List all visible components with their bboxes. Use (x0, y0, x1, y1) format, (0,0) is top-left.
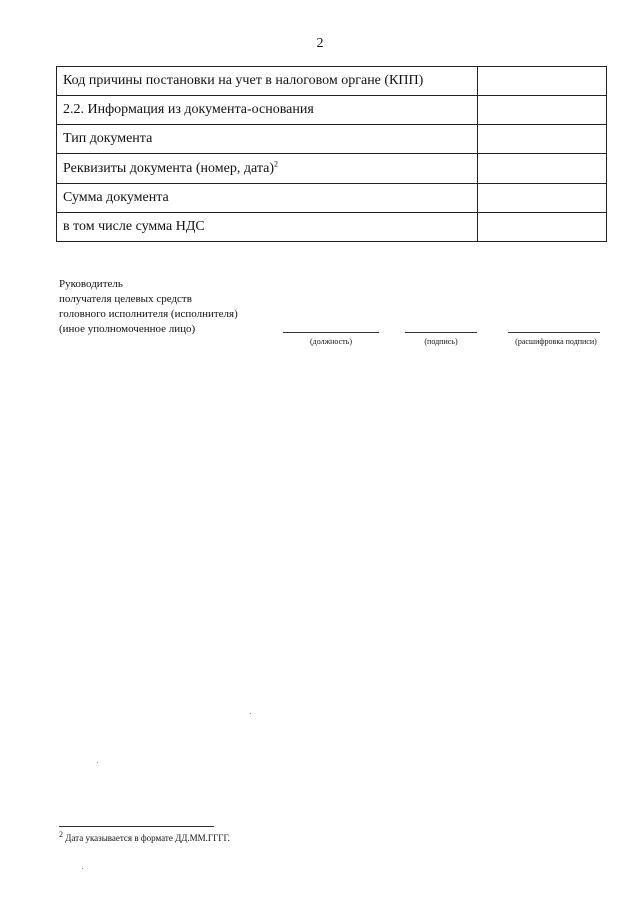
signer-title-line: головного исполнителя (исполнителя) (59, 308, 238, 320)
table-row (57, 67, 607, 96)
signature-decoding-caption: (расшифровка подписи) (515, 337, 597, 346)
document-details-text: Реквизиты документа (номер, дата) (63, 160, 274, 176)
footnote-marker: 2 (59, 830, 63, 839)
row-label-kpp: Код причины постановки на учет в налоговом органе (КПП) (57, 67, 478, 96)
signature-field-line[interactable] (405, 332, 477, 333)
signature-caption: (подпись) (424, 337, 458, 346)
signer-title-block (59, 277, 238, 337)
footnote-text: Дата указывается в формате ДД.ММ.ГГГГ. (63, 833, 230, 843)
row-label-document-type: Тип документа (57, 125, 478, 154)
scan-speck (250, 713, 251, 714)
footnote (59, 830, 230, 843)
row-value-vat-amount[interactable] (478, 212, 607, 241)
row-label-document-amount: Сумма документа (57, 183, 478, 212)
signer-title-line: Руководитель (59, 278, 123, 290)
row-label-document-details (57, 154, 478, 183)
table-row (57, 212, 607, 241)
row-value-document-type[interactable] (478, 125, 607, 154)
table-row (57, 154, 607, 183)
scan-speck (82, 868, 83, 869)
footnote-divider (59, 826, 214, 827)
row-value-kpp[interactable] (478, 67, 607, 96)
position-field-line[interactable] (283, 332, 379, 333)
table-row (57, 96, 607, 125)
signer-title-line: (иное уполномоченное лицо) (59, 323, 196, 335)
position-caption: (должность) (310, 337, 352, 346)
row-value-document-amount[interactable] (478, 183, 607, 212)
document-info-table (56, 66, 607, 242)
signature-decoding-field-line[interactable] (508, 332, 600, 333)
signer-title-line: получателя целевых средств (59, 293, 192, 305)
footnote-ref: 2 (273, 158, 278, 168)
row-label-vat-amount: в том числе сумма НДС (57, 212, 478, 241)
scan-speck (97, 762, 98, 763)
row-value-basis-doc-info[interactable] (478, 96, 607, 125)
table-row (57, 125, 607, 154)
row-label-basis-doc-info: 2.2. Информация из документа-основания (57, 96, 478, 125)
table-row (57, 183, 607, 212)
page-number: 2 (316, 36, 324, 51)
row-value-document-details[interactable] (478, 154, 607, 183)
